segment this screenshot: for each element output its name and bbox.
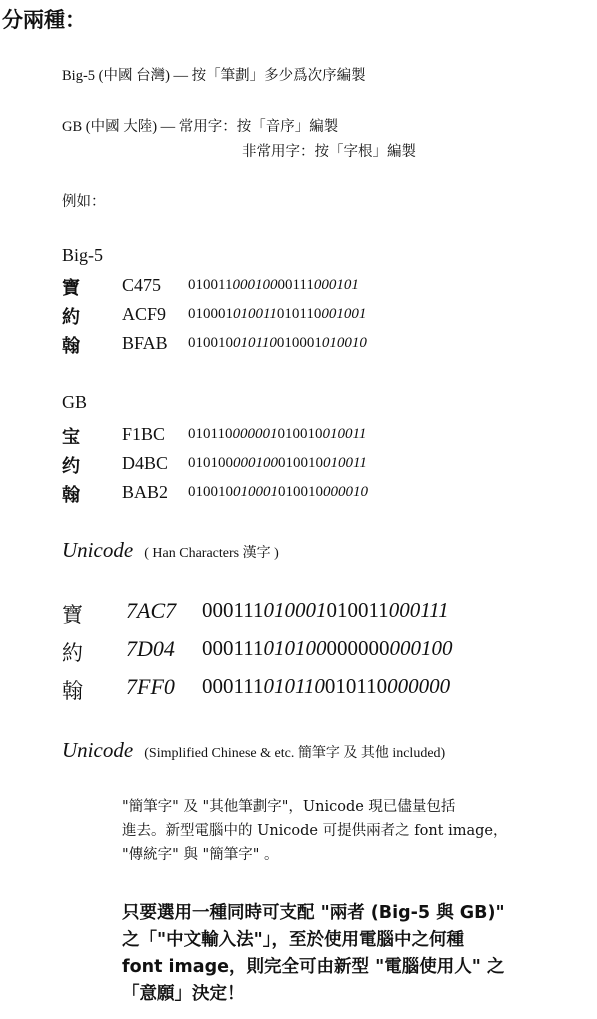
unicode-char: 約 [62,641,83,665]
big5-bit-group: 010001 [276,335,322,351]
gb-bit-group: 010100 [188,455,233,471]
note-line-3: "傳統字" 與 "簡筆字" 。 [122,847,279,863]
big5-char: 約 [62,307,80,328]
big5-code: C475 [122,275,162,295]
big5-bit-group: 000100 [232,277,278,293]
unicode-bit-group: 000100 [389,636,453,660]
unicode-simplified-subtitle: (Simplified Chinese & etc. 簡筆字 及 其他 included) [144,746,446,761]
gb-bit-group: 000100 [233,455,278,471]
unicode-binary [202,598,449,623]
big5-bit-group: 010010 [188,335,233,351]
gb-code: F1BC [122,424,166,444]
unicode-bit-group: 010110 [324,674,388,698]
unicode-bit-group: 010001 [263,598,327,622]
conclusion-line-1: 只要選用一種同時可支配 "兩者 (Big-5 與 GB)" [122,903,505,923]
gb-bit-group: 000001 [232,426,278,442]
gb-char: 翰 [62,485,80,506]
unicode-char: 翰 [62,679,83,703]
gb-bit-group: 010110 [188,426,233,442]
gb-binary [188,484,368,501]
gb-bit-group: 010010 [277,426,323,442]
example-label: 例如： [62,194,106,210]
unicode-char: 寶 [62,603,83,627]
unicode-note [122,795,508,867]
gb-bit-group: 010011 [322,426,367,442]
gb-bit-group: 000010 [323,484,368,500]
conclusion-line-4: 「意願」決定！ [122,984,245,1004]
gb-bit-group: 010010 [188,484,233,500]
big5-binary [188,335,367,352]
big5-bit-group: 010110 [276,306,322,322]
unicode-binary [202,674,450,699]
unicode-code: 7AC7 [126,598,177,623]
big5-bit-group: 010011 [233,306,277,322]
big5-bit-group: 010010 [321,335,367,351]
note-line-2: 進去。新型電腦中的 Unicode 可提供兩者之 font image， [122,823,508,839]
big5-binary [188,277,359,294]
unicode-bit-group: 000111 [202,598,264,622]
conclusion-line-3: font image，則完全可由新型 "電腦使用人" 之 [122,957,505,977]
unicode-han-title: Unicode [62,538,134,562]
gb-binary [188,426,366,443]
big5-char: 寶 [62,278,80,299]
unicode-code: 7D04 [126,636,175,661]
big5-description: Big-5 (中國 台灣) — 按「筆劃」多少爲次序編製 [62,68,366,84]
gb-bit-group: 010010 [278,484,323,500]
unicode-bit-group: 000000 [387,674,451,698]
gb-bit-group: 010010 [278,455,323,471]
page-title: 分兩種： [2,8,86,32]
gb-description-uncommon: 非常用字：按「字根」編製 [242,144,416,160]
unicode-bit-group: 010011 [326,598,389,622]
big5-bit-group: 000101 [313,277,359,293]
big5-binary [188,306,366,323]
unicode-bit-group: 000111 [202,636,264,660]
unicode-bit-group: 000111 [388,598,449,622]
gb-code: BAB2 [122,482,169,502]
unicode-code: 7FF0 [126,674,175,699]
unicode-han-subtitle: ( Han Characters 漢字 ) [144,546,279,561]
conclusion-line-2: 之「"中文輸入法"」，至於使用電腦中之何種 [122,930,464,950]
big5-bit-group: 010001 [188,306,233,322]
note-line-1: "簡筆字" 及 "其他筆劃字"，Unicode 現已儘量包括 [122,799,456,815]
big5-bit-group: 010011 [188,277,233,293]
conclusion [122,900,505,1008]
unicode-simplified-title: Unicode [62,738,134,762]
unicode-han-header [62,538,279,563]
big5-bit-group: 00111 [277,277,314,293]
big5-bit-group: 010110 [233,335,277,351]
gb-bit-group: 010001 [233,484,278,500]
unicode-binary [202,636,452,661]
gb-bit-group: 010011 [323,455,367,471]
gb-heading: GB [62,392,88,412]
unicode-simplified-header [62,738,445,763]
gb-char: 约 [62,456,80,477]
big5-code: BFAB [122,333,168,353]
unicode-bit-group: 000111 [202,674,264,698]
big5-code: ACF9 [122,304,167,324]
gb-binary [188,455,367,472]
gb-char: 宝 [62,427,80,448]
big5-bit-group: 001001 [321,306,367,322]
unicode-bit-group: 010100 [263,636,327,660]
big5-char: 翰 [62,336,80,357]
unicode-bit-group: 000000 [326,636,390,660]
big5-heading: Big-5 [62,245,104,265]
gb-description: GB (中國 大陸) — 常用字：按「音序」編製 [62,119,339,135]
unicode-bit-group: 010110 [263,674,325,698]
gb-code: D4BC [122,453,169,473]
